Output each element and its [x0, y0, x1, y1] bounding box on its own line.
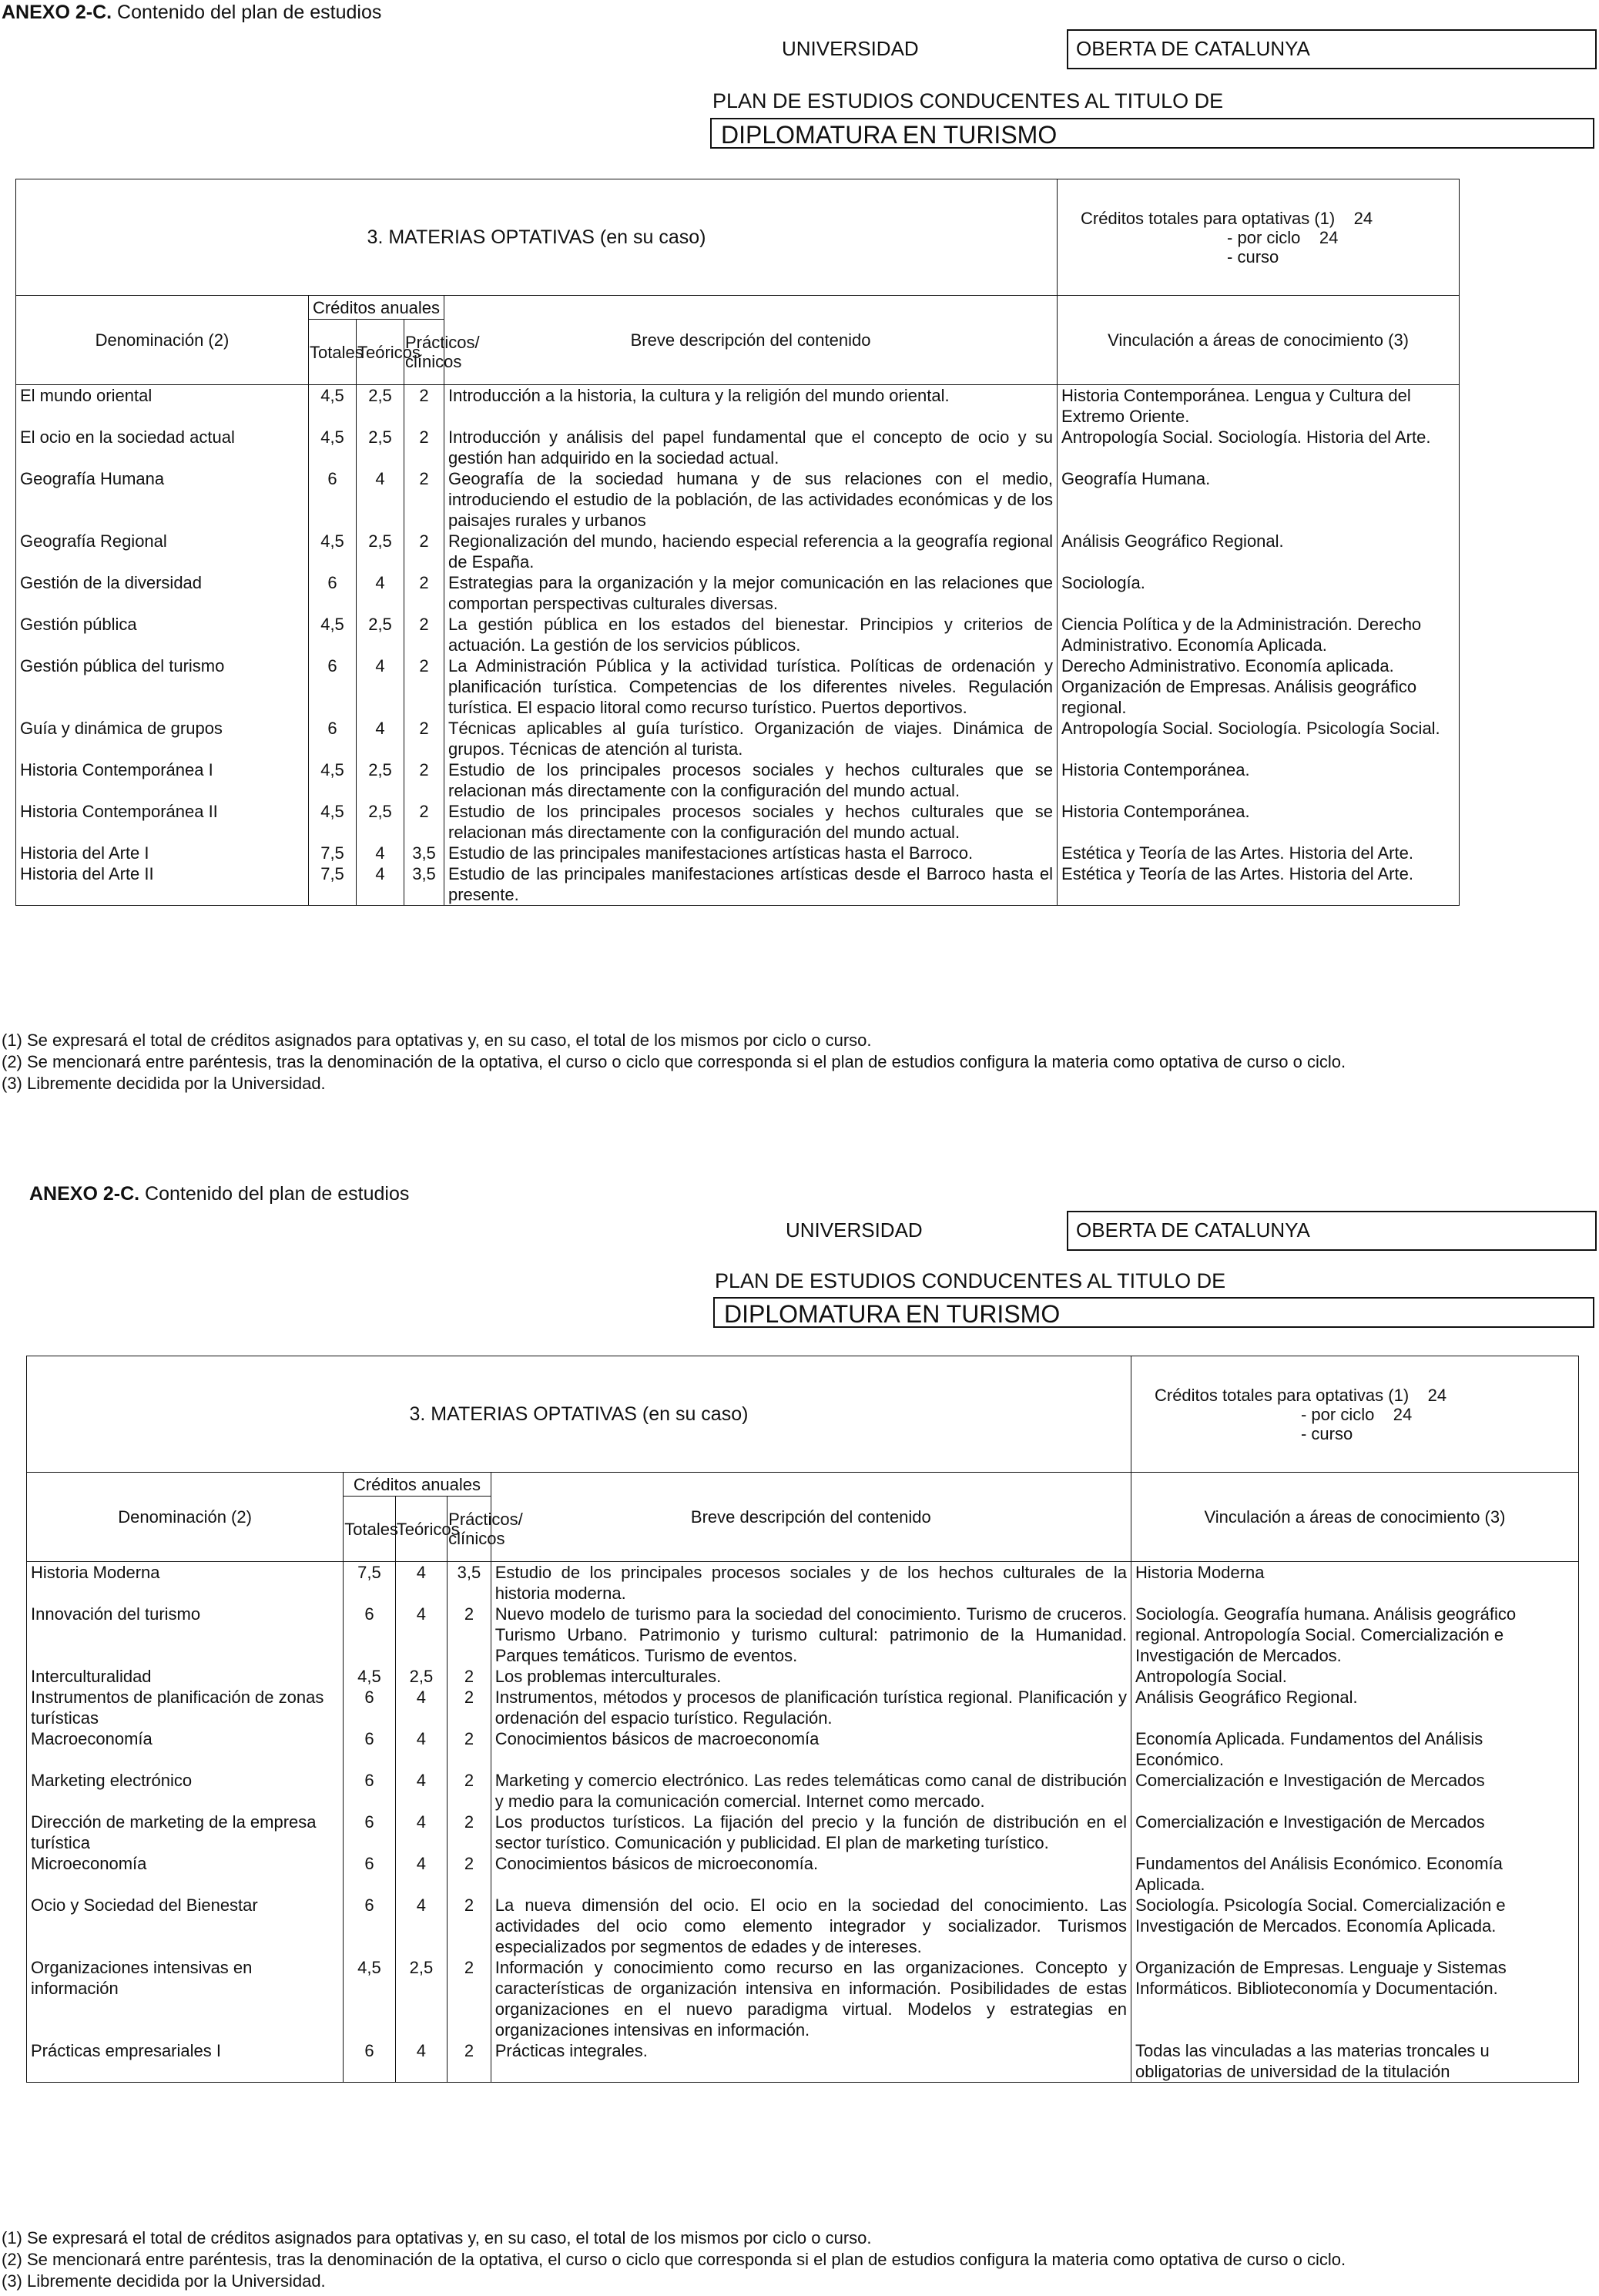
- row-descripcion: Estudio de las principales manifestaciones artísticas desde el Barroco hasta el presente.: [444, 863, 1058, 906]
- col-practicos: Prácticos/ clínicos: [404, 320, 444, 385]
- plan-label: PLAN DE ESTUDIOS CONDUCENTES AL TITULO DE: [715, 1269, 1226, 1292]
- footnote: (3) Libremente decidida por la Universidad.: [2, 2271, 326, 2291]
- row-descripcion: Regionalización del mundo, haciendo especial referencia a la geografía regional de España.: [444, 531, 1058, 572]
- universidad-value: OBERTA DE CATALUNYA: [1067, 29, 1597, 69]
- row-denominacion: Instrumentos de planificación de zonas turísticas: [27, 1687, 344, 1728]
- col-practicos: Prácticos/ clínicos: [448, 1497, 491, 1562]
- table-row: [27, 1957, 1579, 2040]
- row-practicos: 2: [448, 1812, 491, 1853]
- row-descripcion: Estudio de los principales procesos sociales y hechos culturales que se relacionan más directamente con la configuración del mundo actual.: [444, 759, 1058, 801]
- credits-ciclo-value: 24: [1319, 227, 1339, 247]
- row-practicos: 2: [404, 385, 444, 427]
- row-vinculacion: Antropología Social. Sociología. Historia del Arte.: [1058, 427, 1460, 468]
- row-totales: 4,5: [309, 531, 357, 572]
- credits-curso-label: - curso: [1300, 1423, 1353, 1443]
- row-descripcion: Marketing y comercio electrónico. Las redes telemáticas como canal de distribución y medio para la comunicación comercial. Internet como mercado.: [491, 1770, 1131, 1812]
- footnote: (1) Se expresará el total de créditos asignados para optativas y, en su caso, el total de los mismos por ciclo o curso.: [2, 1031, 872, 1050]
- row-practicos: 3,5: [404, 863, 444, 906]
- table-row: [16, 801, 1599, 843]
- row-totales: 6: [344, 1895, 395, 1957]
- row-teoricos: 4: [357, 863, 404, 906]
- row-denominacion: Historia del Arte I: [16, 843, 309, 863]
- col-totales: Totales: [309, 320, 357, 385]
- row-practicos: 2: [448, 1666, 491, 1687]
- row-denominacion: Organizaciones intensivas en información: [27, 1957, 344, 2040]
- anexo-text: Contenido del plan de estudios: [145, 1183, 410, 1205]
- titulo-value: DIPLOMATURA EN TURISMO: [710, 118, 1594, 149]
- table-row: [27, 1562, 1579, 1604]
- row-descripcion: Los problemas interculturales.: [491, 1666, 1131, 1687]
- row-teoricos: 4: [357, 718, 404, 759]
- table-row: [27, 1604, 1579, 1666]
- row-teoricos: 4: [395, 1770, 447, 1812]
- row-practicos: 2: [448, 2040, 491, 2083]
- table-row: [16, 655, 1599, 718]
- row-teoricos: 4: [395, 1728, 447, 1770]
- row-descripcion: La Administración Pública y la actividad turística. Políticas de ordenación y planificación turística. Competencias de los diferentes niveles. Regulación turística. El espacio litoral como recurso turístico. Puertos deportivos.: [444, 655, 1058, 718]
- row-descripcion: Conocimientos básicos de macroeconomía: [491, 1728, 1131, 1770]
- row-vinculacion: Todas las vinculadas a las materias troncales u obligatorias de universidad de la titulación: [1131, 2040, 1578, 2083]
- row-practicos: 2: [448, 1853, 491, 1895]
- row-totales: 6: [344, 1770, 395, 1812]
- table-row: [16, 843, 1599, 863]
- table-row: [16, 863, 1599, 906]
- anexo-heading: [29, 1183, 409, 1205]
- row-descripcion: Prácticas integrales.: [491, 2040, 1131, 2083]
- footnote: (2) Se mencionará entre paréntesis, tras la denominación de la optativa, el curso o ciclo que corresponda si el plan de estudios configura la materia como optativa de curso o ciclo.: [2, 2250, 1346, 2269]
- row-denominacion: Dirección de marketing de la empresa turística: [27, 1812, 344, 1853]
- row-totales: 6: [309, 468, 357, 531]
- row-denominacion: Guía y dinámica de grupos: [16, 718, 309, 759]
- row-denominacion: El ocio en la sociedad actual: [16, 427, 309, 468]
- table-title: 3. MATERIAS OPTATIVAS (en su caso): [16, 179, 1058, 296]
- row-denominacion: Geografía Regional: [16, 531, 309, 572]
- row-totales: 4,5: [309, 427, 357, 468]
- row-denominacion: Ocio y Sociedad del Bienestar: [27, 1895, 344, 1957]
- row-totales: 6: [344, 1853, 395, 1895]
- footnotes: [2, 1030, 1346, 1094]
- credits-total-value: 24: [1427, 1385, 1447, 1405]
- row-teoricos: 4: [395, 2040, 447, 2083]
- plan-label: PLAN DE ESTUDIOS CONDUCENTES AL TITULO DE: [712, 89, 1224, 112]
- row-denominacion: Interculturalidad: [27, 1666, 344, 1687]
- row-vinculacion: Organización de Empresas. Lenguaje y Sistemas Informáticos. Biblioteconomía y Documentación.: [1131, 1957, 1578, 2040]
- row-totales: 6: [344, 1728, 395, 1770]
- optativas-table: [15, 179, 1599, 906]
- row-teoricos: 2,5: [357, 385, 404, 427]
- credits-ciclo-label: - por ciclo: [1227, 227, 1301, 247]
- universidad-label: UNIVERSIDAD: [786, 1218, 923, 1242]
- row-descripcion: Geografía de la sociedad humana y de sus relaciones con el medio, introduciendo el estudio de la población, de las actividades económicas y de los paisajes rurales y urbanos: [444, 468, 1058, 531]
- col-vinculacion: Vinculación a áreas de conocimiento (3): [1131, 1473, 1578, 1562]
- row-teoricos: 4: [357, 468, 404, 531]
- row-practicos: 3,5: [404, 843, 444, 863]
- row-denominacion: Gestión pública: [16, 614, 309, 655]
- row-totales: 7,5: [344, 1562, 395, 1604]
- row-vinculacion: Fundamentos del Análisis Económico. Economía Aplicada.: [1131, 1853, 1578, 1895]
- section-2: [0, 1178, 1599, 2296]
- anexo-label: ANEXO 2-C.: [2, 2, 112, 23]
- col-descripcion: Breve descripción del contenido: [444, 296, 1058, 385]
- col-totales: Totales: [344, 1497, 395, 1562]
- table-row: [27, 1666, 1579, 1687]
- row-practicos: 2: [448, 1687, 491, 1728]
- row-teoricos: 4: [395, 1895, 447, 1957]
- row-practicos: 3,5: [448, 1562, 491, 1604]
- row-descripcion: Los productos turísticos. La fijación del precio y la función de distribución en el sector turístico. Comunicación y publicidad. El plan de marketing turístico.: [491, 1812, 1131, 1853]
- table-title: 3. MATERIAS OPTATIVAS (en su caso): [27, 1356, 1131, 1473]
- row-totales: 4,5: [344, 1666, 395, 1687]
- table-row: [27, 2040, 1579, 2083]
- row-totales: 7,5: [309, 843, 357, 863]
- row-denominacion: Gestión pública del turismo: [16, 655, 309, 718]
- col-vinculacion: Vinculación a áreas de conocimiento (3): [1058, 296, 1460, 385]
- universidad-value: OBERTA DE CATALUNYA: [1067, 1211, 1597, 1251]
- row-descripcion: Instrumentos, métodos y procesos de planificación turística regional. Planificación y ordenación del espacio turístico. Regulación.: [491, 1687, 1131, 1728]
- row-teoricos: 2,5: [395, 1666, 447, 1687]
- row-totales: 6: [309, 718, 357, 759]
- table-row: [27, 1895, 1579, 1957]
- row-teoricos: 4: [357, 655, 404, 718]
- col-creditos-anuales: Créditos anuales: [344, 1473, 491, 1497]
- row-vinculacion: Derecho Administrativo. Economía aplicada. Organización de Empresas. Análisis geográfico regional.: [1058, 655, 1460, 718]
- row-practicos: 2: [448, 1728, 491, 1770]
- footnote: (2) Se mencionará entre paréntesis, tras la denominación de la optativa, el curso o ciclo que corresponda si el plan de estudios configura la materia como optativa de curso o ciclo.: [2, 1052, 1346, 1071]
- row-vinculacion: Historia Contemporánea. Lengua y Cultura del Extremo Oriente.: [1058, 385, 1460, 427]
- row-descripcion: Introducción y análisis del papel fundamental que el concepto de ocio y su gestión han adquirido en la sociedad actual.: [444, 427, 1058, 468]
- table-row: [27, 1770, 1579, 1812]
- row-practicos: 2: [448, 1895, 491, 1957]
- universidad-label: UNIVERSIDAD: [782, 37, 919, 60]
- row-totales: 6: [344, 2040, 395, 2083]
- table-body: [27, 1562, 1579, 2083]
- row-teoricos: 2,5: [395, 1957, 447, 2040]
- credits-total-label: Créditos totales para optativas (1): [1154, 1385, 1410, 1405]
- row-teoricos: 2,5: [357, 801, 404, 843]
- row-denominacion: Historia Moderna: [27, 1562, 344, 1604]
- table-row: [16, 385, 1599, 427]
- anexo-label: ANEXO 2-C.: [29, 1183, 140, 1205]
- row-teoricos: 4: [357, 572, 404, 614]
- table-row: [16, 427, 1599, 468]
- row-teoricos: 4: [357, 843, 404, 863]
- table-row: [16, 759, 1599, 801]
- row-vinculacion: Geografía Humana.: [1058, 468, 1460, 531]
- row-practicos: 2: [448, 1604, 491, 1666]
- row-vinculacion: Sociología. Psicología Social. Comercialización e Investigación de Mercados. Economía Aplicada.: [1131, 1895, 1578, 1957]
- credits-summary: [1131, 1356, 1578, 1473]
- row-totales: 6: [344, 1604, 395, 1666]
- row-vinculacion: Estética y Teoría de las Artes. Historia del Arte.: [1058, 843, 1460, 863]
- row-vinculacion: Antropología Social. Sociología. Psicología Social.: [1058, 718, 1460, 759]
- row-totales: 6: [344, 1687, 395, 1728]
- row-descripcion: Técnicas aplicables al guía turístico. Organización de viajes. Dinámica de grupos. Técnicas de atención al turista.: [444, 718, 1058, 759]
- table-row: [16, 718, 1599, 759]
- table-row: [27, 1728, 1579, 1770]
- row-teoricos: 4: [395, 1562, 447, 1604]
- row-practicos: 2: [404, 759, 444, 801]
- row-totales: 6: [309, 572, 357, 614]
- row-teoricos: 4: [395, 1604, 447, 1666]
- row-practicos: 2: [404, 801, 444, 843]
- footnote: (1) Se expresará el total de créditos asignados para optativas y, en su caso, el total de los mismos por ciclo o curso.: [2, 2228, 872, 2247]
- row-denominacion: Geografía Humana: [16, 468, 309, 531]
- row-denominacion: Historia Contemporánea I: [16, 759, 309, 801]
- row-totales: 4,5: [309, 385, 357, 427]
- row-practicos: 2: [404, 468, 444, 531]
- row-descripcion: Estudio de las principales manifestaciones artísticas hasta el Barroco.: [444, 843, 1058, 863]
- row-vinculacion: Sociología.: [1058, 572, 1460, 614]
- table-body: [16, 385, 1599, 906]
- row-descripcion: Información y conocimiento como recurso en las organizaciones. Concepto y características de organización intensiva en información. Posibilidades de estas organizaciones en el nuevo paradigma virtual. Modelos y estrategias en organizaciones intensivas en información.: [491, 1957, 1131, 2040]
- row-descripcion: La nueva dimensión del ocio. El ocio en la sociedad del conocimiento. Las actividades del ocio como elemento integrador y socializador. Turismos especializados por segmentos de edades y de intereses.: [491, 1895, 1131, 1957]
- row-vinculacion: Comercialización e Investigación de Mercados: [1131, 1812, 1578, 1853]
- row-practicos: 2: [404, 614, 444, 655]
- titulo-value: DIPLOMATURA EN TURISMO: [713, 1297, 1594, 1328]
- row-teoricos: 2,5: [357, 614, 404, 655]
- row-vinculacion: Sociología. Geografía humana. Análisis geográfico regional. Antropología Social. Comercialización e Investigación de Mercados.: [1131, 1604, 1578, 1666]
- col-creditos-anuales: Créditos anuales: [309, 296, 444, 320]
- anexo-text: Contenido del plan de estudios: [117, 2, 382, 23]
- row-vinculacion: Análisis Geográfico Regional.: [1058, 531, 1460, 572]
- col-teoricos: Teóricos: [395, 1497, 447, 1562]
- row-vinculacion: Ciencia Política y de la Administración. Derecho Administrativo. Economía Aplicada.: [1058, 614, 1460, 655]
- table-row: [16, 614, 1599, 655]
- table-row: [27, 1687, 1579, 1728]
- footnotes: [2, 2227, 1346, 2292]
- row-vinculacion: Análisis Geográfico Regional.: [1131, 1687, 1578, 1728]
- row-totales: 6: [309, 655, 357, 718]
- row-vinculacion: Historia Contemporánea.: [1058, 801, 1460, 843]
- row-teoricos: 2,5: [357, 759, 404, 801]
- row-denominacion: Prácticas empresariales I: [27, 2040, 344, 2083]
- row-teoricos: 4: [395, 1812, 447, 1853]
- col-descripcion: Breve descripción del contenido: [491, 1473, 1131, 1562]
- row-denominacion: Historia Contemporánea II: [16, 801, 309, 843]
- row-denominacion: Microeconomía: [27, 1853, 344, 1895]
- credits-summary: [1058, 179, 1460, 296]
- footnote: (3) Libremente decidida por la Universidad.: [2, 1074, 326, 1093]
- credits-total-value: 24: [1353, 208, 1373, 228]
- anexo-heading: [2, 2, 381, 24]
- row-descripcion: La gestión pública en los estados del bienestar. Principios y criterios de actuación. La gestión de los servicios públicos.: [444, 614, 1058, 655]
- row-practicos: 2: [404, 572, 444, 614]
- row-denominacion: Innovación del turismo: [27, 1604, 344, 1666]
- table-row: [16, 468, 1599, 531]
- row-vinculacion: Estética y Teoría de las Artes. Historia del Arte.: [1058, 863, 1460, 906]
- section-1: [0, 0, 1599, 1109]
- row-teoricos: 2,5: [357, 427, 404, 468]
- row-teoricos: 4: [395, 1687, 447, 1728]
- row-practicos: 2: [404, 427, 444, 468]
- row-teoricos: 4: [395, 1853, 447, 1895]
- row-totales: 6: [344, 1812, 395, 1853]
- table-row: [16, 572, 1599, 614]
- row-practicos: 2: [404, 718, 444, 759]
- row-vinculacion: Historia Moderna: [1131, 1562, 1578, 1604]
- optativas-table: [26, 1356, 1579, 2083]
- row-descripcion: Conocimientos básicos de microeconomía.: [491, 1853, 1131, 1895]
- row-vinculacion: Historia Contemporánea.: [1058, 759, 1460, 801]
- row-vinculacion: Comercialización e Investigación de Mercados: [1131, 1770, 1578, 1812]
- row-practicos: 2: [448, 1957, 491, 2040]
- row-descripcion: Nuevo modelo de turismo para la sociedad del conocimiento. Turismo de cruceros. Turismo Urbano. Patrimonio y turismo cultural: patrimonio de la Humanidad. Parques temáticos. Turismo de eventos.: [491, 1604, 1131, 1666]
- row-descripcion: Estrategias para la organización y la mejor comunicación en las relaciones que comportan perspectivas culturales diversas.: [444, 572, 1058, 614]
- row-totales: 4,5: [309, 801, 357, 843]
- row-vinculacion: Antropología Social.: [1131, 1666, 1578, 1687]
- credits-ciclo-label: - por ciclo: [1300, 1404, 1375, 1424]
- row-vinculacion: Economía Aplicada. Fundamentos del Análisis Económico.: [1131, 1728, 1578, 1770]
- row-practicos: 2: [448, 1770, 491, 1812]
- row-teoricos: 2,5: [357, 531, 404, 572]
- row-practicos: 2: [404, 655, 444, 718]
- row-totales: 4,5: [309, 759, 357, 801]
- row-denominacion: Marketing electrónico: [27, 1770, 344, 1812]
- row-denominacion: Macroeconomía: [27, 1728, 344, 1770]
- table-row: [16, 531, 1599, 572]
- table-row: [27, 1853, 1579, 1895]
- row-denominacion: El mundo oriental: [16, 385, 309, 427]
- col-denominacion: Denominación (2): [27, 1473, 344, 1562]
- row-descripcion: Introducción a la historia, la cultura y la religión del mundo oriental.: [444, 385, 1058, 427]
- row-practicos: 2: [404, 531, 444, 572]
- table-row: [27, 1812, 1579, 1853]
- row-descripcion: Estudio de los principales procesos sociales y hechos culturales que se relacionan más directamente con la configuración del mundo actual.: [444, 801, 1058, 843]
- credits-ciclo-value: 24: [1393, 1404, 1413, 1424]
- row-denominacion: Historia del Arte II: [16, 863, 309, 906]
- row-denominacion: Gestión de la diversidad: [16, 572, 309, 614]
- row-totales: 4,5: [309, 614, 357, 655]
- credits-curso-label: - curso: [1227, 246, 1279, 266]
- col-teoricos: Teóricos: [357, 320, 404, 385]
- credits-total-label: Créditos totales para optativas (1): [1081, 208, 1336, 228]
- col-denominacion: Denominación (2): [16, 296, 309, 385]
- row-totales: 4,5: [344, 1957, 395, 2040]
- row-totales: 7,5: [309, 863, 357, 906]
- row-descripcion: Estudio de los principales procesos sociales y de los hechos culturales de la historia moderna.: [491, 1562, 1131, 1604]
